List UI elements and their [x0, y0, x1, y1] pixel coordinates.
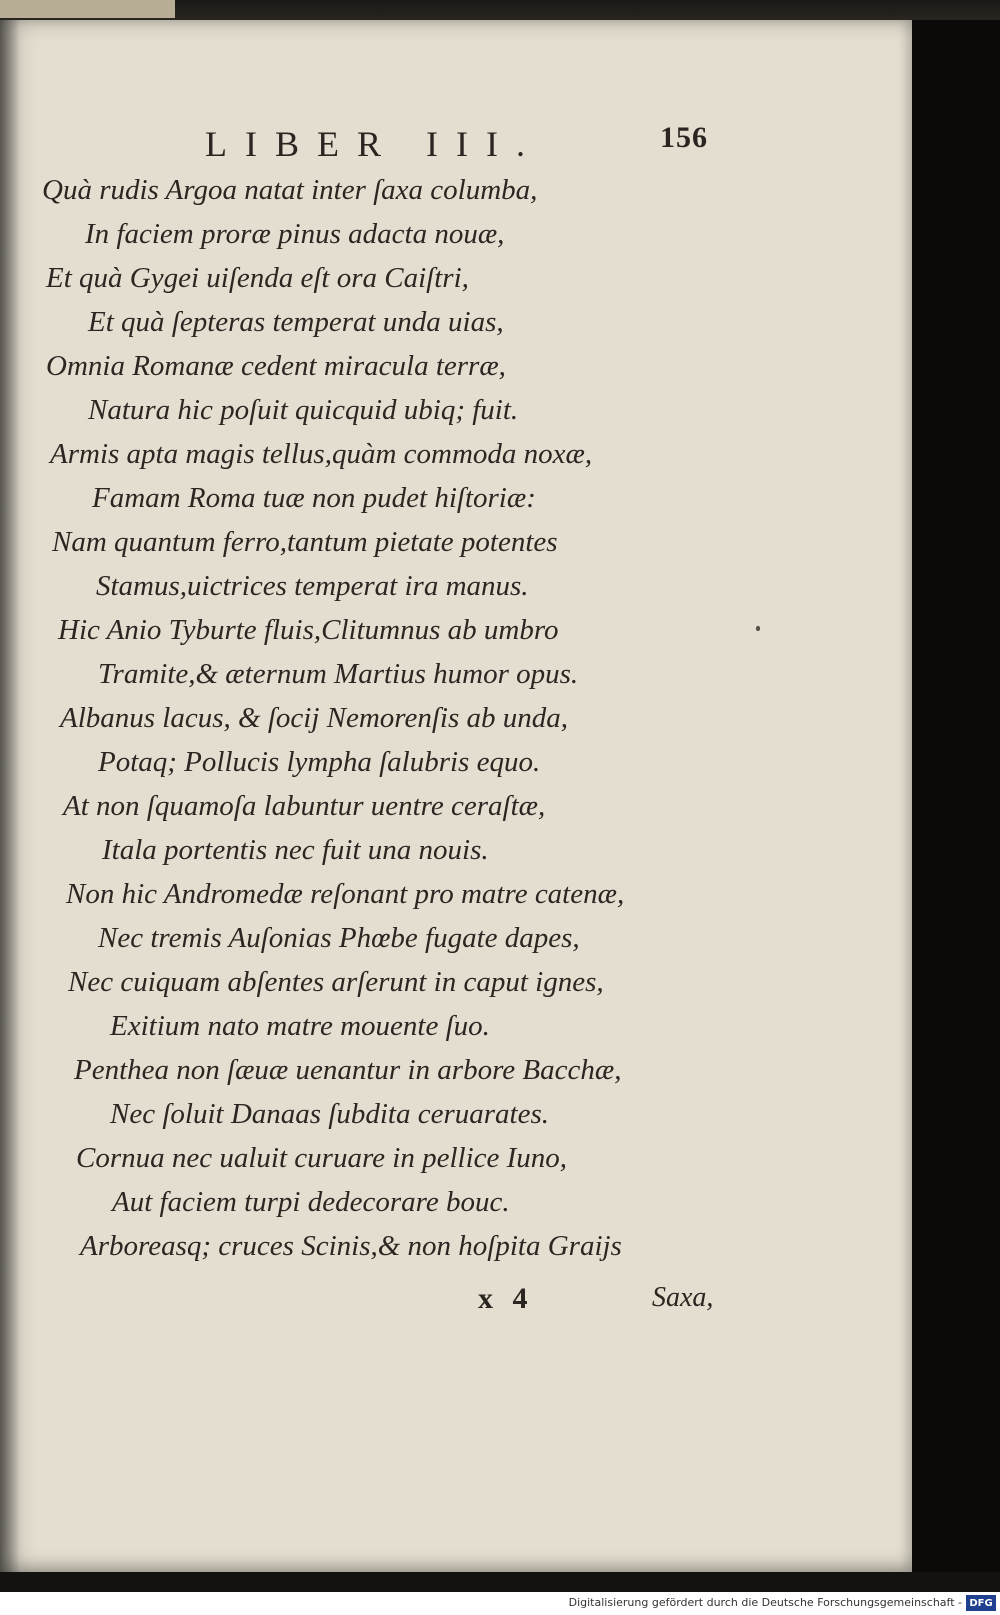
catchword: Saxa,	[652, 1282, 714, 1313]
verse-line: Aut faciem turpi dedecorare bouc.	[112, 1186, 510, 1218]
dark-margin	[912, 20, 1000, 1572]
verse-line: In faciem proræ pinus adacta nouæ,	[85, 218, 505, 250]
book-page	[0, 20, 912, 1572]
verse-line: Et quà ſepteras temperat unda uias,	[88, 306, 504, 338]
page-header	[205, 115, 725, 165]
verse-line: Non hic Andromedæ reſonant pro matre catenæ,	[66, 878, 625, 910]
top-dark-strip	[0, 0, 1000, 22]
verse-line: Et quà Gygei uiſenda eſt ora Caiſtri,	[46, 262, 469, 294]
verse-line: Itala portentis nec fuit una nouis.	[102, 834, 489, 866]
ink-speck	[756, 626, 760, 631]
verse-line: Arboreasq; cruces Scinis,& non hoſpita Graijs	[80, 1230, 622, 1262]
paper-scrap	[0, 0, 175, 18]
verse-line: Nec tremis Auſonias Phœbe fugate dapes,	[98, 922, 580, 954]
verse-line: Quà rudis Argoa natat inter ſaxa columba,	[42, 174, 538, 206]
verse-line: Tramite,& æternum Martius humor opus.	[98, 658, 579, 690]
credit-text: Digitalisierung gefördert durch die Deutsche Forschungsgemeinschaft -	[568, 1596, 962, 1609]
credit-bar	[0, 1592, 1000, 1615]
verse-line: Natura hic poſuit quicquid ubiq; fuit.	[88, 394, 519, 426]
verse-line: Omnia Romanæ cedent miracula terræ,	[46, 350, 506, 382]
verse-line: Nec ſoluit Danaas ſubdita ceruarates.	[110, 1098, 549, 1130]
running-head: LIBER III.	[205, 124, 543, 164]
verse-line: Exitium nato matre mouente ſuo.	[110, 1010, 490, 1042]
page-number: 156	[660, 121, 708, 154]
dfg-logo-icon: DFG	[966, 1595, 996, 1611]
verse-line: Famam Roma tuæ non pudet hiſtoriæ:	[92, 482, 536, 514]
verse-line: Nec cuiquam abſentes arſerunt in caput ignes,	[68, 966, 604, 998]
verse-line: At non ſquamoſa labuntur uentre ceraſtæ,	[63, 790, 546, 822]
verse-line: Penthea non ſæuæ uenantur in arbore Bacchæ,	[74, 1054, 622, 1086]
verse-line: Stamus,uictrices temperat ira manus.	[96, 570, 529, 602]
verse-line: Albanus lacus, & ſocij Nemorenſis ab unda,	[60, 702, 569, 734]
verse-line: Hic Anio Tyburte fluis,Clitumnus ab umbro	[58, 614, 559, 646]
verse-line: Armis apta magis tellus,quàm commoda noxæ,	[50, 438, 593, 470]
signature-mark: x 4	[478, 1282, 534, 1315]
verse-line: Potaq; Pollucis lympha ſalubris equo.	[98, 746, 541, 778]
verse-line: Cornua nec ualuit curuare in pellice Iuno,	[76, 1142, 568, 1174]
verse-line: Nam quantum ferro,tantum pietate potentes	[52, 526, 558, 558]
